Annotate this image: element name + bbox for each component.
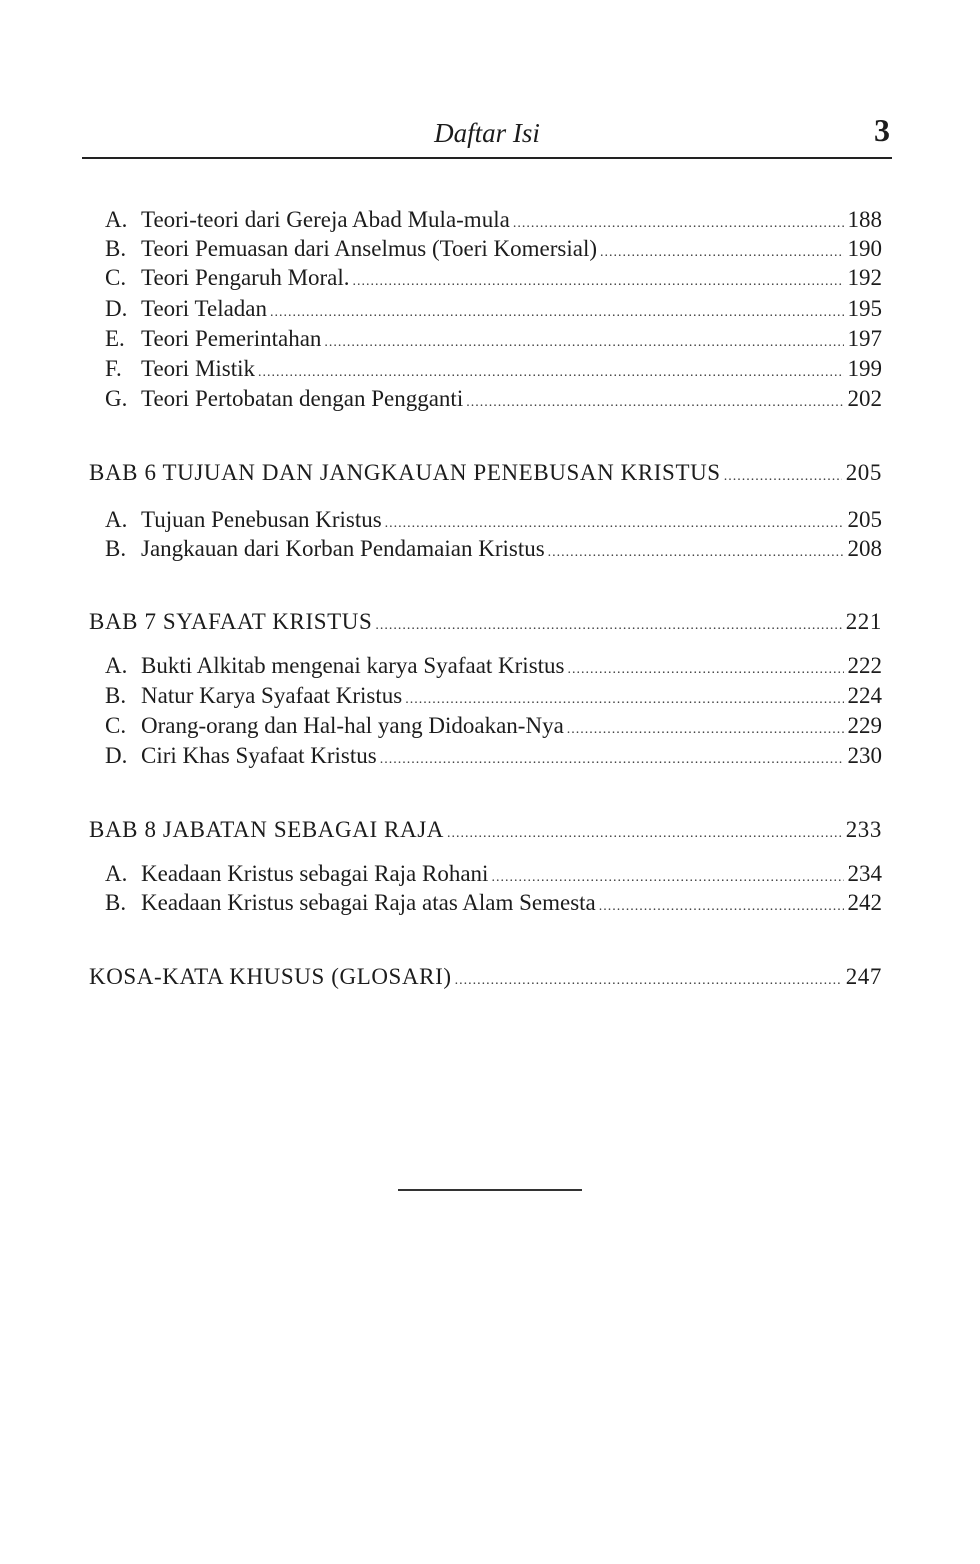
toc-entry-title: Ciri Khas Syafaat Kristus <box>141 743 377 768</box>
toc-entry <box>105 682 882 714</box>
toc-entry-page: 188 <box>847 207 882 232</box>
toc-entry-title: Natur Karya Syafaat Kristus <box>141 683 403 708</box>
toc-leader-dots <box>567 716 844 744</box>
toc-leader-dots <box>380 746 844 774</box>
toc-leader-dots <box>405 686 843 714</box>
toc-entry-title: Keadaan Kristus sebagai Raja Rohani <box>141 861 489 886</box>
page-number: 3 <box>874 112 890 148</box>
toc-entry-page: 202 <box>847 386 882 411</box>
toc-entry <box>105 385 882 417</box>
toc-entry <box>105 506 882 538</box>
toc-chapter-title: BAB 6 TUJUAN DAN JANGKAUAN PENEBUSAN KRISTUS <box>89 460 721 485</box>
toc-entry-page: 205 <box>845 460 882 485</box>
toc-entry-label: G. <box>105 386 128 411</box>
toc-entry <box>105 712 882 744</box>
toc-chapter-heading <box>89 459 882 491</box>
toc-leader-dots <box>466 389 843 417</box>
toc-entry-page: 242 <box>847 890 882 915</box>
toc-entry <box>105 860 882 892</box>
toc-entry-title: Bukti Alkitab mengenai karya Syafaat Kristus <box>141 653 565 678</box>
toc-entry-page: 221 <box>845 609 882 634</box>
toc-entry-label: A. <box>105 653 128 678</box>
header-rule <box>82 157 892 159</box>
toc-entry <box>105 652 882 684</box>
toc-entry-label: F. <box>105 356 122 381</box>
toc-leader-dots <box>258 359 843 387</box>
toc-entry-label: D. <box>105 296 128 321</box>
toc-entry-title: Teori Pemerintahan <box>141 326 322 351</box>
toc-entry-title: Teori Pertobatan dengan Pengganti <box>141 386 464 411</box>
toc-entry-title: Teori Mistik <box>141 356 256 381</box>
toc-entry-page: 234 <box>847 861 882 886</box>
toc-entry <box>105 325 882 357</box>
toc-entry-label: C. <box>105 265 127 290</box>
toc-chapter-title: BAB 7 SYAFAAT KRISTUS <box>89 609 373 634</box>
toc-entry-title: Keadaan Kristus sebagai Raja atas Alam Semesta <box>141 890 596 915</box>
toc-entry-title: Teori-teori dari Gereja Abad Mula-mula <box>141 207 510 232</box>
toc-leader-dots <box>513 210 844 238</box>
toc-entry-page: 195 <box>847 296 882 321</box>
toc-leader-dots <box>455 967 842 995</box>
toc-entry-page: 205 <box>847 507 882 532</box>
toc-entry-title: Teori Pengaruh Moral. <box>141 265 350 290</box>
toc-chapter-heading <box>89 608 882 640</box>
toc-leader-dots <box>600 239 843 267</box>
toc-leader-dots <box>270 299 844 327</box>
toc-entry-title: Teori Pemuasan dari Anselmus (Toeri Komersial) <box>141 236 598 261</box>
toc-entry <box>105 535 882 567</box>
toc-entry-title: Tujuan Penebusan Kristus <box>141 507 382 532</box>
running-header-title: Daftar Isi <box>434 118 540 148</box>
toc-entry-page: 197 <box>847 326 882 351</box>
toc-entry-title: Jangkauan dari Korban Pendamaian Kristus <box>141 536 545 561</box>
end-of-contents-rule <box>398 1189 582 1191</box>
toc-leader-dots <box>353 268 844 296</box>
toc-entry <box>105 889 882 921</box>
toc-entry-title: Teori Teladan <box>141 296 267 321</box>
toc-leader-dots <box>385 510 844 538</box>
toc-entry <box>105 206 882 238</box>
toc-entry <box>105 264 882 296</box>
toc-entry <box>105 742 882 774</box>
toc-entry-label: B. <box>105 536 127 561</box>
toc-entry-page: 247 <box>845 964 882 989</box>
toc-entry-label: B. <box>105 683 127 708</box>
toc-leader-dots <box>491 864 843 892</box>
toc-chapter-title: KOSA-KATA KHUSUS (GLOSARI) <box>89 964 452 989</box>
toc-entry <box>105 295 882 327</box>
toc-leader-dots <box>375 612 841 640</box>
toc-entry <box>105 235 882 267</box>
toc-leader-dots <box>324 329 843 357</box>
toc-entry-page: 224 <box>847 683 882 708</box>
toc-entry-page: 229 <box>847 713 882 738</box>
toc-chapter-title: BAB 8 JABATAN SEBAGAI RAJA <box>89 817 444 842</box>
toc-chapter-heading <box>89 963 882 995</box>
toc-entry-page: 208 <box>847 536 882 561</box>
toc-chapter-heading <box>89 816 882 848</box>
toc-entry-label: B. <box>105 236 127 261</box>
toc-leader-dots <box>599 893 844 921</box>
toc-entry-page: 190 <box>847 236 882 261</box>
toc-entry-page: 222 <box>847 653 882 678</box>
running-header <box>82 112 892 158</box>
toc-entry-page: 230 <box>847 743 882 768</box>
toc-entry-label: D. <box>105 743 128 768</box>
toc-entry <box>105 355 882 387</box>
toc-entry-title: Orang-orang dan Hal-hal yang Didoakan-Nya <box>141 713 564 738</box>
toc-entry-label: B. <box>105 890 127 915</box>
toc-entry-label: E. <box>105 326 125 351</box>
toc-entry-page: 199 <box>847 356 882 381</box>
toc-entry-label: C. <box>105 713 127 738</box>
toc-leader-dots <box>724 463 842 491</box>
toc-leader-dots <box>568 656 844 684</box>
toc-entry-page: 233 <box>845 817 882 842</box>
toc-leader-dots <box>548 539 844 567</box>
toc-leader-dots <box>447 820 842 848</box>
toc-entry-label: A. <box>105 207 128 232</box>
toc-entry-page: 192 <box>847 265 882 290</box>
toc-entry-label: A. <box>105 861 128 886</box>
toc-entry-label: A. <box>105 507 128 532</box>
